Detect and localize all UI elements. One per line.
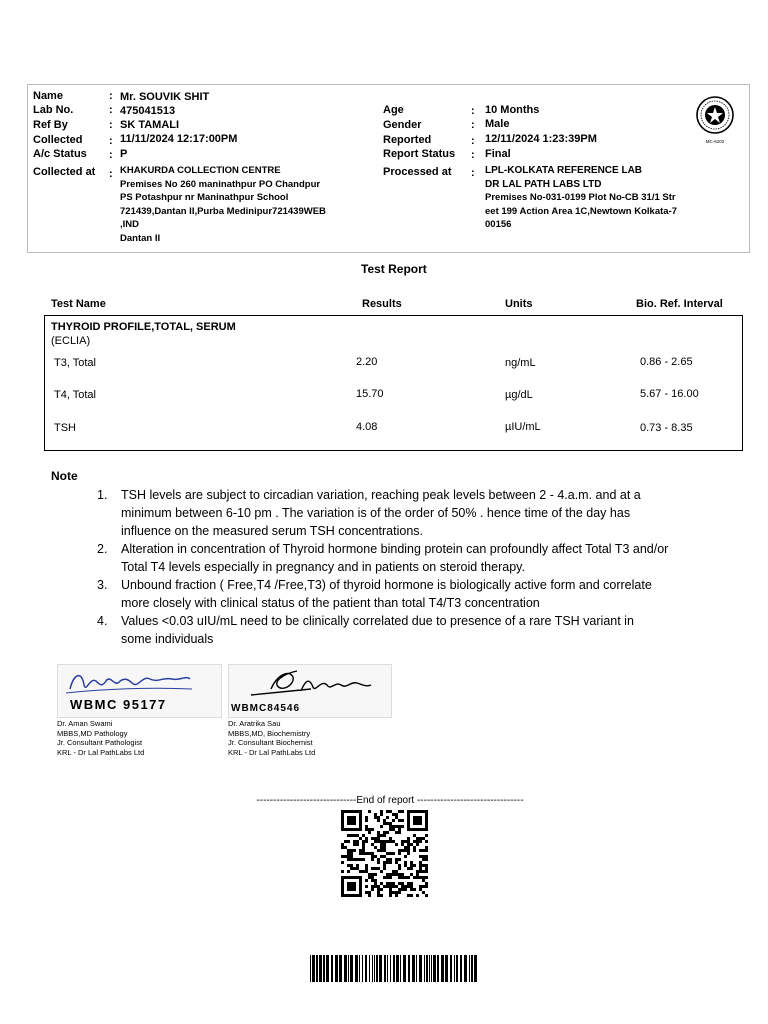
address-line: ,IND (120, 219, 139, 231)
signatory-details (57, 719, 144, 757)
test-ref-range: 0.73 - 8.35 (640, 422, 693, 434)
item-number: 2. (97, 542, 108, 556)
address-line: PS Potashpur nr Maninathpur School (120, 192, 289, 204)
note-line: influence on the measured serum TSH concentrations. (121, 524, 424, 538)
note-line: Values <0.03 uIU/mL need to be clinically correlated due to presence of a rare TSH variant in (121, 614, 634, 628)
logo-caption: MC-6202 (705, 139, 725, 144)
collected-label: Collected (33, 134, 83, 146)
note-line: Total T4 levels especially in pregnancy and in patients on steroid therapy. (121, 560, 525, 574)
item-number: 3. (97, 578, 108, 592)
barcode-icon (310, 955, 480, 982)
results-table (44, 315, 743, 451)
test-ref-range: 5.67 - 16.00 (640, 388, 699, 400)
colon: : (109, 149, 113, 161)
colon: : (109, 90, 113, 102)
test-result: 15.70 (356, 388, 384, 400)
address-line: eet 199 Action Area 1C,Newtown Kolkata-7 (485, 205, 677, 217)
test-unit: µIU/mL (505, 421, 541, 433)
collected-datetime: 11/11/2024 12:17:00PM (120, 133, 238, 145)
item-number: 1. (97, 488, 108, 502)
signatory-name: Dr. Aratrika Sau (228, 719, 281, 728)
processing-lab-address (485, 164, 700, 232)
test-name: T3, Total (54, 357, 96, 369)
method: (ECLIA) (51, 335, 91, 347)
colon: : (109, 135, 113, 147)
header-units: Units (505, 298, 533, 310)
gender-label: Gender (383, 119, 422, 131)
processed-at-label: Processed at (383, 166, 452, 178)
lab-no-label: Lab No. (33, 104, 74, 116)
list-item (97, 540, 697, 576)
ref-by-label: Ref By (33, 119, 68, 131)
note-line: more closely with clinical status of the patient than total T4/T3 concentration (121, 596, 540, 610)
header-results: Results (362, 298, 402, 310)
colon: : (471, 119, 475, 131)
header-test-name: Test Name (51, 298, 106, 310)
registration-number: WBMC84546 (231, 703, 301, 714)
test-result: 2.20 (356, 356, 378, 368)
list-item (97, 612, 697, 648)
patient-name: Mr. SOUVIK SHIT (120, 91, 210, 103)
gender: Male (485, 118, 510, 130)
end-of-report: ------------------------------End of report -------------------------------- (256, 795, 524, 806)
registration-number: WBMC 95177 (70, 697, 167, 712)
signature-stamp (57, 664, 222, 718)
list-item (97, 576, 697, 612)
reported-label: Reported (383, 134, 432, 146)
qr-code-icon (341, 810, 431, 898)
address-line: LPL-KOLKATA REFERENCE LAB (485, 165, 643, 176)
report-status: Final (485, 148, 511, 160)
signature-icon (231, 665, 389, 701)
signatory-line: Jr. Consultant Biochemist (228, 738, 313, 748)
signatory-line: KRL - Dr Lal PathLabs Ltd (228, 747, 316, 757)
ref-by: SK TAMALI (120, 119, 180, 131)
age: 10 Months (485, 104, 540, 116)
list-item (97, 486, 697, 540)
colon: : (109, 119, 113, 131)
address-line: DR LAL PATH LABS LTD (485, 178, 602, 190)
ac-status-label: A/c Status (33, 148, 87, 160)
signatory-line: MBBS,MD, Biochemistry (228, 728, 311, 738)
test-result: 4.08 (356, 421, 378, 433)
address-line: Premises No-031-0199 Plot No-CB 31/1 Str (485, 192, 676, 204)
note-list (97, 486, 697, 648)
colon: : (471, 149, 475, 161)
signature-stamp (228, 664, 392, 718)
age-label: Age (383, 104, 404, 116)
address-line: 721439,Dantan II,Purba Medinipur721439WEB (120, 205, 326, 217)
collected-at-label: Collected at (33, 166, 96, 178)
test-name: T4, Total (54, 389, 96, 401)
collection-address (120, 164, 370, 246)
signatory-line: KRL - Dr Lal PathLabs Ltd (57, 747, 145, 757)
colon: : (471, 105, 475, 117)
ac-status: P (120, 148, 128, 160)
colon: : (471, 167, 475, 179)
item-number: 4. (97, 614, 108, 628)
address-line: Premises No 260 maninathpur PO Chandpur (120, 178, 321, 190)
colon: : (109, 104, 113, 116)
note-line: TSH levels are subject to circadian variation, reaching peak levels between 2 - 4.a.m. and at a (121, 488, 641, 502)
signature-icon (62, 667, 212, 697)
note-line: some individuals (121, 632, 214, 646)
signatory-line: Jr. Consultant Pathologist (57, 738, 143, 748)
note-line: Unbound fraction ( Free,T4 /Free,T3) of thyroid hormone is biologically active form and correlate (121, 578, 652, 592)
lab-no: 475041513 (120, 105, 176, 117)
name-label: Name (33, 90, 63, 102)
signatory-details (228, 719, 315, 757)
note-title: Note (51, 469, 78, 483)
signatory-line: MBBS,MD Pathology (57, 728, 128, 738)
report-status-label: Report Status (383, 148, 456, 160)
address-line: KHAKURDA COLLECTION CENTRE (120, 165, 281, 176)
signatory-name: Dr. Aman Swami (57, 719, 113, 728)
test-unit: ng/mL (505, 357, 536, 369)
header-bio-ref-interval: Bio. Ref. Interval (636, 298, 723, 310)
note-line: Alteration in concentration of Thyroid hormone binding protein can profoundly affect Total T3 and/or (121, 542, 669, 556)
note-line: minimum between 6-10 pm . The variation is of the order of 50% . hence time of the day has (121, 506, 631, 520)
colon: : (109, 168, 113, 180)
test-ref-range: 0.86 - 2.65 (640, 356, 693, 368)
reported-datetime: 12/11/2024 1:23:39PM (485, 133, 597, 145)
address-line: 00156 (485, 219, 512, 231)
address-line: Dantan II (120, 232, 161, 244)
report-title: Test Report (361, 262, 427, 276)
accreditation-logo-icon (695, 95, 735, 143)
colon: : (471, 135, 475, 147)
test-unit: µg/dL (505, 389, 533, 401)
test-name: TSH (54, 422, 76, 434)
panel-name: THYROID PROFILE,TOTAL, SERUM (51, 321, 236, 333)
